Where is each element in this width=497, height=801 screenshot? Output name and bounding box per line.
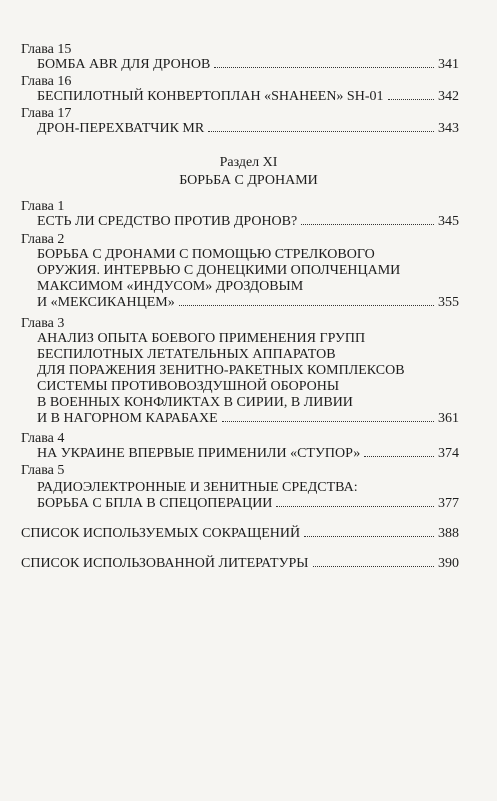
leader-dots [208, 131, 434, 132]
entry-title-line: И В НАГОРНОМ КАРАБАХЕ [37, 411, 218, 426]
entry-title-line: СИСТЕМЫ ПРОТИВОВОЗДУШНОЙ ОБОРОНЫ [37, 379, 340, 394]
leader-dots [364, 456, 434, 457]
entry-title: БЕСПИЛОТНЫЙ КОНВЕРТОПЛАН «SHAHEEN» SH-01 [37, 89, 384, 104]
leader-dots [276, 506, 434, 507]
toc-entry [37, 446, 459, 462]
entry-title-line: В ВОЕННЫХ КОНФЛИКТАХ В СИРИИ, В ЛИВИИ [37, 395, 353, 410]
entry-title-line: РАДИОЭЛЕКТРОННЫЕ И ЗЕНИТНЫЕ СРЕДСТВА: [37, 480, 358, 495]
leader-dots [214, 67, 434, 68]
page-number: 343 [438, 121, 459, 136]
page-number: 388 [438, 526, 459, 541]
chapter-label: Глава 4 [21, 431, 65, 446]
toc-entry [37, 89, 459, 105]
leader-dots [222, 421, 434, 422]
chapter-label: Глава 17 [21, 106, 72, 121]
page-number: 374 [438, 446, 459, 461]
chapter-label: Глава 16 [21, 74, 72, 89]
chapter-label: Глава 1 [21, 199, 65, 214]
page-number: 341 [438, 57, 459, 72]
entry-title-line: ОРУЖИЯ. ИНТЕРВЬЮ С ДОНЕЦКИМИ ОПОЛЧЕНЦАМИ [37, 263, 401, 278]
page-number: 390 [438, 556, 459, 571]
chapter-label: Глава 5 [21, 463, 65, 478]
toc-entry [37, 480, 459, 512]
entry-title-line: АНАЛИЗ ОПЫТА БОЕВОГО ПРИМЕНЕНИЯ ГРУПП [37, 331, 366, 346]
entry-title: ДРОН-ПЕРЕХВАТЧИК MR [37, 121, 205, 136]
entry-title: ЕСТЬ ЛИ СРЕДСТВО ПРОТИВ ДРОНОВ? [37, 214, 298, 229]
leader-dots [301, 224, 434, 225]
entry-title-line: ДЛЯ ПОРАЖЕНИЯ ЗЕНИТНО-РАКЕТНЫХ КОМПЛЕКСОВ [37, 363, 405, 378]
toc-entry [21, 556, 459, 572]
toc-entry [37, 57, 459, 73]
entry-title-line: БОРЬБА С ДРОНАМИ С ПОМОЩЬЮ СТРЕЛКОВОГО [37, 247, 375, 262]
page-number: 355 [438, 295, 459, 310]
section-label: Раздел XI [219, 155, 278, 170]
entry-title: СПИСОК ИСПОЛЬЗУЕМЫХ СОКРАЩЕНИЙ [21, 526, 301, 541]
entry-title-line: И «МЕКСИКАНЦЕМ» [37, 295, 175, 310]
page-number: 377 [438, 496, 459, 511]
section-title: БОРЬБА С ДРОНАМИ [179, 173, 318, 188]
toc-entry [21, 526, 459, 542]
toc-entry [37, 331, 459, 427]
leader-dots [179, 305, 434, 306]
entry-title-line: БОРЬБА С БПЛА В СПЕЦОПЕРАЦИИ [37, 496, 273, 511]
chapter-label: Глава 2 [21, 232, 65, 247]
page-number: 342 [438, 89, 459, 104]
entry-title: БОМБА ABR ДЛЯ ДРОНОВ [37, 57, 211, 72]
chapter-label: Глава 3 [21, 316, 65, 331]
leader-dots [304, 536, 434, 537]
page-number: 361 [438, 411, 459, 426]
toc-entry [37, 247, 459, 311]
leader-dots [388, 99, 435, 100]
toc-entry [37, 121, 459, 137]
entry-title-line: МАКСИМОМ «ИНДУСОМ» ДРОЗДОВЫМ [37, 279, 304, 294]
page-number: 345 [438, 214, 459, 229]
entry-title: НА УКРАИНЕ ВПЕРВЫЕ ПРИМЕНИЛИ «СТУПОР» [37, 446, 361, 461]
chapter-label: Глава 15 [21, 42, 72, 57]
leader-dots [313, 566, 435, 567]
entry-title: СПИСОК ИСПОЛЬЗОВАННОЙ ЛИТЕРАТУРЫ [21, 556, 309, 571]
entry-title-line: БЕСПИЛОТНЫХ ЛЕТАТЕЛЬНЫХ АППАРАТОВ [37, 347, 336, 362]
toc-entry [37, 214, 459, 230]
